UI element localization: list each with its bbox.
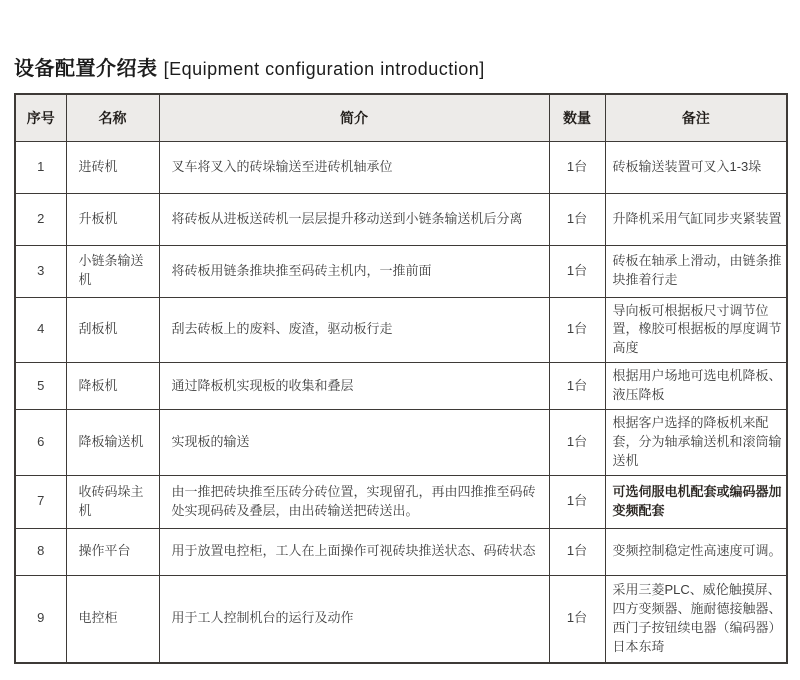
equipment-configuration-table <box>14 93 788 664</box>
cell-no: 1 <box>15 141 66 193</box>
cell-qty: 1台 <box>549 410 605 476</box>
cell-name: 收砖码垛主机 <box>66 475 159 528</box>
cell-qty: 1台 <box>549 193 605 245</box>
cell-remark: 导向板可根据板尺寸调节位置，橡胶可根据板的厚度调节高度 <box>605 297 787 363</box>
table-row <box>15 475 787 528</box>
cell-remark: 根据客户选择的降板机来配套，分为轴承输送机和滚筒输送机 <box>605 410 787 476</box>
cell-intro: 通过降板机实现板的收集和叠层 <box>159 363 549 410</box>
cell-intro: 实现板的输送 <box>159 410 549 476</box>
cell-no: 7 <box>15 475 66 528</box>
cell-qty: 1台 <box>549 141 605 193</box>
cell-remark: 根据用户场地可选电机降板、液压降板 <box>605 363 787 410</box>
cell-name: 小链条输送机 <box>66 245 159 297</box>
cell-remark: 砖板输送装置可叉入1-3垛 <box>605 141 787 193</box>
cell-no: 8 <box>15 528 66 575</box>
cell-no: 5 <box>15 363 66 410</box>
table-header <box>15 94 787 141</box>
cell-remark: 升降机采用气缸同步夹紧装置 <box>605 193 787 245</box>
cell-remark: 变频控制稳定性高速度可调。 <box>605 528 787 575</box>
cell-name: 降板机 <box>66 363 159 410</box>
table-row <box>15 575 787 663</box>
cell-qty: 1台 <box>549 575 605 663</box>
cell-remark: 可选伺服电机配套或编码器加变频配套 <box>605 475 787 528</box>
cell-name: 刮板机 <box>66 297 159 363</box>
table-row <box>15 363 787 410</box>
page-title-english: [Equipment configuration introduction] <box>163 59 485 79</box>
cell-name: 操作平台 <box>66 528 159 575</box>
cell-no: 4 <box>15 297 66 363</box>
table-row <box>15 141 787 193</box>
cell-no: 9 <box>15 575 66 663</box>
cell-name: 降板输送机 <box>66 410 159 476</box>
header-row <box>15 94 787 141</box>
cell-intro: 由一推把砖块推至压砖分砖位置，实现留孔，再由四推推至码砖处实现码砖及叠层，由出砖输送把砖送出。 <box>159 475 549 528</box>
header-no: 序号 <box>15 94 66 141</box>
header-intro: 简介 <box>159 94 549 141</box>
table-row <box>15 528 787 575</box>
cell-intro: 用于放置电控柜，工人在上面操作可视砖块推送状态、码砖状态 <box>159 528 549 575</box>
header-remark: 备注 <box>605 94 787 141</box>
cell-qty: 1台 <box>549 363 605 410</box>
cell-intro: 将砖板从进板送砖机一层层提升移动送到小链条输送机后分离 <box>159 193 549 245</box>
cell-qty: 1台 <box>549 245 605 297</box>
cell-qty: 1台 <box>549 475 605 528</box>
table-row <box>15 193 787 245</box>
cell-name: 升板机 <box>66 193 159 245</box>
table-body <box>15 141 787 663</box>
cell-name: 电控柜 <box>66 575 159 663</box>
table-row <box>15 297 787 363</box>
cell-intro: 将砖板用链条推块推至码砖主机内，一推前面 <box>159 245 549 297</box>
cell-intro: 用于工人控制机台的运行及动作 <box>159 575 549 663</box>
table-row <box>15 410 787 476</box>
header-name: 名称 <box>66 94 159 141</box>
cell-name: 进砖机 <box>66 141 159 193</box>
header-qty: 数量 <box>549 94 605 141</box>
page-title-chinese: 设备配置介绍表 <box>14 58 158 80</box>
cell-no: 6 <box>15 410 66 476</box>
cell-qty: 1台 <box>549 297 605 363</box>
table-row <box>15 245 787 297</box>
cell-remark: 砖板在轴承上滑动，由链条推块推着行走 <box>605 245 787 297</box>
cell-qty: 1台 <box>549 528 605 575</box>
page-title <box>14 52 485 81</box>
cell-no: 3 <box>15 245 66 297</box>
cell-intro: 叉车将叉入的砖垛输送至进砖机轴承位 <box>159 141 549 193</box>
cell-intro: 刮去砖板上的废料、废渣，驱动板行走 <box>159 297 549 363</box>
cell-no: 2 <box>15 193 66 245</box>
cell-remark: 采用三菱PLC、威伦触摸屏、四方变频器、施耐德接触器、西门子按钮续电器（编码器）日本东琦 <box>605 575 787 663</box>
